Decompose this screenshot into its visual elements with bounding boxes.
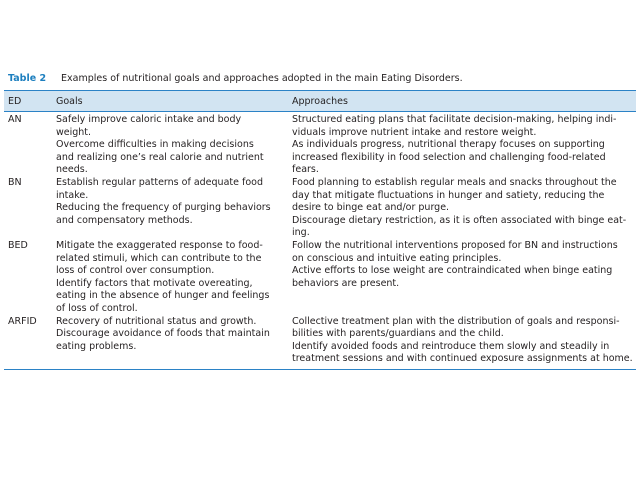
table-header-row: [4, 90, 636, 112]
table-title: Examples of nutritional goals and approaches adopted in the main Eating Disorders.: [61, 73, 463, 84]
goal-text-line: Discourage avoidance of foods that maintain: [56, 328, 270, 340]
approach-text-line: viduals improve nutrient intake and restore weight.: [292, 126, 537, 138]
goals-cell: [52, 177, 288, 240]
table-row: [4, 316, 636, 366]
approach-text-line: Identify avoided foods and reintroduce them slowly and steadily in: [292, 340, 610, 352]
ed-cell: AN: [8, 114, 22, 125]
approach-text-line: increased flexibility in food selection and challenging food-related: [292, 151, 606, 163]
goals-cell: [52, 316, 288, 366]
goal-text-line: Mitigate the exaggerated response to food-: [56, 239, 263, 251]
table-body: [4, 112, 636, 370]
goal-text-line: Establish regular patterns of adequate food: [56, 176, 263, 188]
goal-text-line: Recovery of nutritional status and growth.: [56, 315, 257, 327]
table-label: Table 2: [8, 73, 47, 84]
goal-text-line: Safely improve caloric intake and body: [56, 114, 242, 125]
approach-text-line: Collective treatment plan with the distribution of goals and responsi-: [292, 315, 620, 327]
approach-text-line: Discourage dietary restriction, as it is often associated with binge eat-: [292, 214, 627, 226]
goal-text-line: and compensatory methods.: [56, 214, 193, 226]
approach-text-line: Food planning to establish regular meals and snacks throughout the: [292, 176, 617, 188]
goal-text-line: Identify factors that motivate overeating,: [56, 277, 253, 289]
goal-text-line: related stimuli, which can contribute to the: [56, 252, 262, 264]
approaches-cell: [288, 316, 636, 366]
header-goals: Goals: [56, 95, 83, 107]
approaches-cell: [288, 177, 636, 240]
goal-text-line: Reducing the frequency of purging behaviors: [56, 202, 271, 214]
goal-text-line: weight.: [56, 126, 92, 138]
approaches-cell: [288, 240, 636, 316]
approach-text-line: ing.: [292, 227, 310, 239]
table-row: [4, 177, 636, 240]
approaches-cell: [288, 114, 636, 177]
approach-text-line: treatment sessions and with continued exposure assignments at home.: [292, 353, 633, 365]
nutrition-table: [4, 72, 636, 370]
approach-text-line: bilities with parents/guardians and the child.: [292, 328, 504, 340]
approach-text-line: As individuals progress, nutritional therapy focuses on supporting: [292, 139, 605, 151]
goal-text-line: eating in the absence of hunger and feelings: [56, 290, 270, 302]
header-approaches: Approaches: [292, 95, 348, 107]
approach-text-line: Structured eating plans that facilitate decision-making, helping indi-: [292, 114, 617, 125]
table-row: [4, 240, 636, 316]
approach-text-line: on conscious and intuitive eating principles.: [292, 252, 502, 264]
table-row: [4, 114, 636, 177]
header-ed: ED: [8, 95, 22, 107]
goal-text-line: of loss of control.: [56, 302, 138, 314]
goal-text-line: and realizing one’s real calorie and nutrient: [56, 151, 264, 163]
ed-cell: BN: [8, 176, 22, 188]
ed-cell: ARFID: [8, 315, 37, 327]
approach-text-line: fears.: [292, 164, 319, 176]
approach-text-line: day that mitigate fluctuations in hunger and satiety, reducing the: [292, 189, 605, 201]
approach-text-line: Follow the nutritional interventions proposed for BN and instructions: [292, 239, 618, 251]
ed-cell: BED: [8, 239, 28, 251]
goal-text-line: needs.: [56, 164, 88, 176]
table-caption: [4, 72, 636, 85]
goal-text-line: intake.: [56, 189, 89, 201]
approach-text-line: behaviors are present.: [292, 277, 400, 289]
goals-cell: [52, 240, 288, 316]
goals-cell: [52, 114, 288, 177]
goal-text-line: loss of control over consumption.: [56, 265, 215, 277]
approach-text-line: desire to binge eat and/or purge.: [292, 202, 450, 214]
goal-text-line: Overcome difficulties in making decisions: [56, 139, 254, 151]
goal-text-line: eating problems.: [56, 340, 137, 352]
approach-text-line: Active efforts to lose weight are contraindicated when binge eating: [292, 265, 613, 277]
